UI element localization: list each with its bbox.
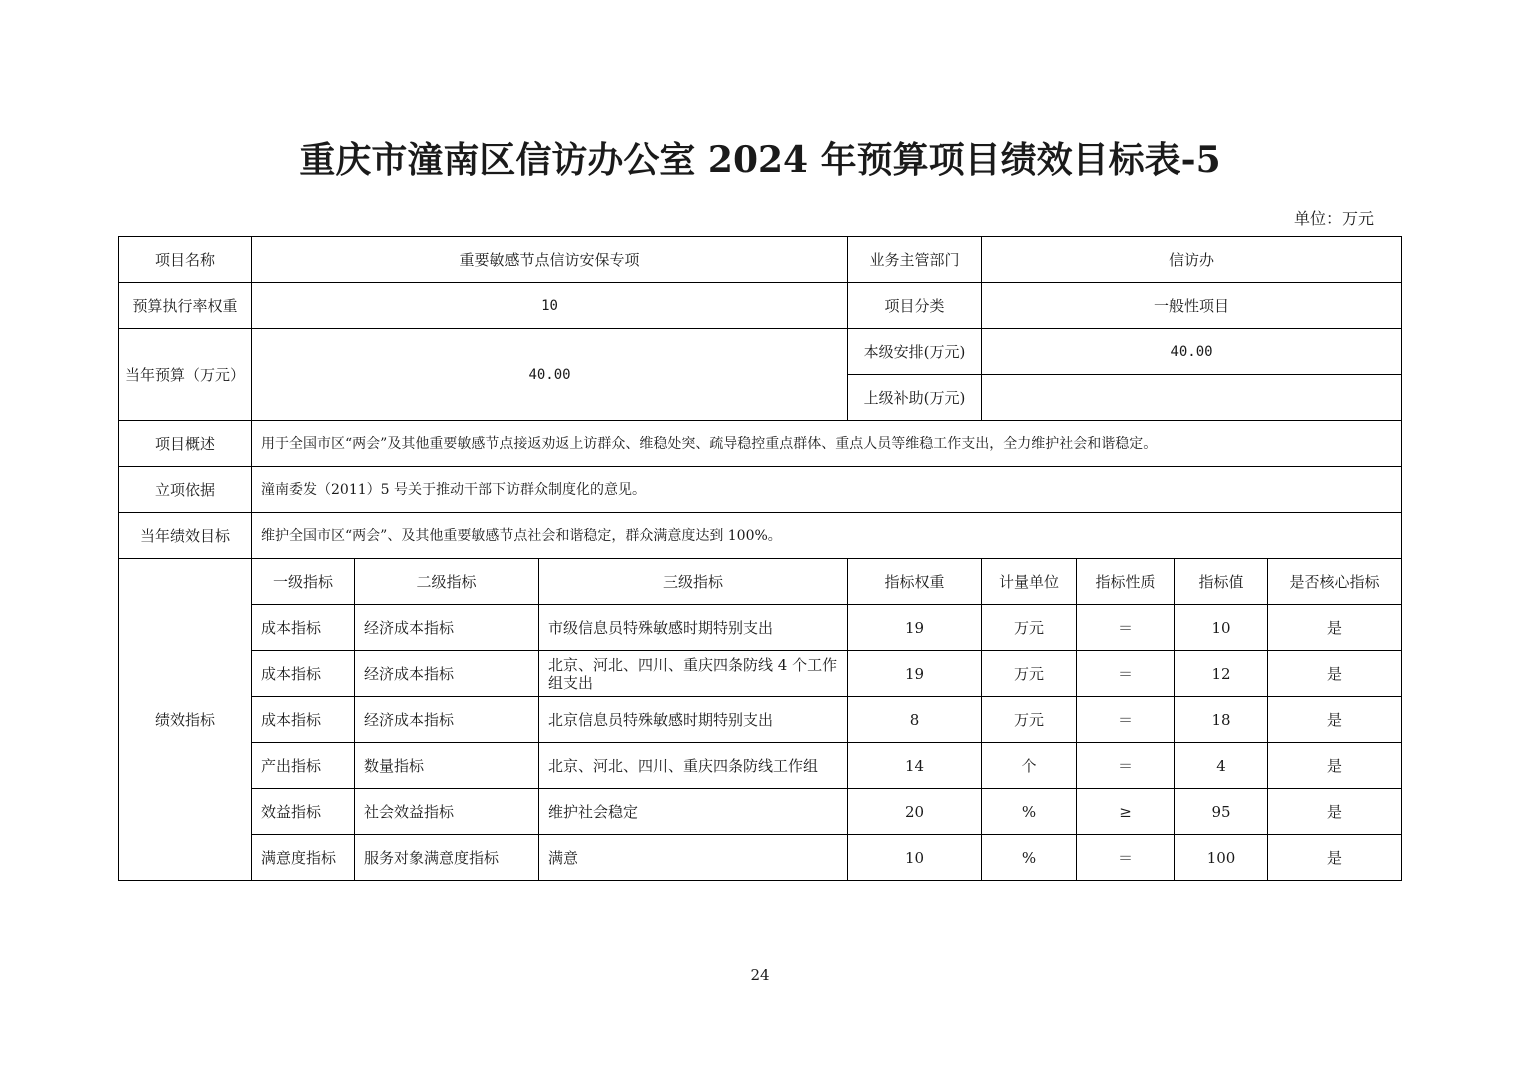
level3-cell: 北京、河北、四川、重庆四条防线 4 个工作组支出 [539,651,848,697]
basis-value: 潼南委发（2011）5 号关于推动干部下访群众制度化的意见。 [252,467,1402,513]
upper-value [982,375,1402,421]
indicator-row [119,789,1402,835]
value-cell: 100 [1175,835,1268,881]
unit-cell: 万元 [982,651,1077,697]
weight-cell: 20 [848,789,982,835]
unit-cell: % [982,835,1077,881]
level3-cell: 市级信息员特殊敏感时期特别支出 [539,605,848,651]
nature-cell: ＝ [1077,835,1175,881]
weight-cell: 10 [848,835,982,881]
row-exec-weight [119,283,1402,329]
overview-label: 项目概述 [119,421,252,467]
level2-cell: 社会效益指标 [355,789,539,835]
value-cell: 4 [1175,743,1268,789]
level3-cell: 满意 [539,835,848,881]
goal-value: 维护全国市区“两会”、及其他重要敏感节点社会和谐稳定，群众满意度达到 100%。 [252,513,1402,559]
unit-cell: 个 [982,743,1077,789]
nature-cell: ＝ [1077,697,1175,743]
value-cell: 95 [1175,789,1268,835]
basis-label: 立项依据 [119,467,252,513]
category-value: 一般性项目 [982,283,1402,329]
level1-cell: 成本指标 [252,697,355,743]
row-goal [119,513,1402,559]
project-name-value: 重要敏感节点信访安保专项 [252,237,848,283]
header-value: 指标值 [1175,559,1268,605]
level3-cell: 维护社会稳定 [539,789,848,835]
weight-cell: 19 [848,651,982,697]
nature-cell: ≥ [1077,789,1175,835]
core-cell: 是 [1268,789,1402,835]
indicator-row [119,835,1402,881]
level3-cell: 北京信息员特殊敏感时期特别支出 [539,697,848,743]
level2-cell: 经济成本指标 [355,697,539,743]
page-number: 24 [750,966,770,984]
nature-cell: ＝ [1077,743,1175,789]
unit-cell: % [982,789,1077,835]
local-label: 本级安排(万元) [848,329,982,375]
value-cell: 12 [1175,651,1268,697]
header-core: 是否核心指标 [1268,559,1402,605]
header-level3: 三级指标 [539,559,848,605]
level3-cell: 北京、河北、四川、重庆四条防线工作组 [539,743,848,789]
budget-value: 40.00 [252,329,848,421]
core-cell: 是 [1268,697,1402,743]
unit-cell: 万元 [982,697,1077,743]
value-cell: 10 [1175,605,1268,651]
level1-cell: 效益指标 [252,789,355,835]
row-basis [119,467,1402,513]
local-value: 40.00 [982,329,1402,375]
level2-cell: 经济成本指标 [355,605,539,651]
weight-cell: 14 [848,743,982,789]
weight-cell: 8 [848,697,982,743]
budget-label: 当年预算（万元） [119,329,252,421]
indicator-row [119,605,1402,651]
header-nature: 指标性质 [1077,559,1175,605]
weight-cell: 19 [848,605,982,651]
indicator-row [119,743,1402,789]
performance-table [118,236,1402,881]
header-unit: 计量单位 [982,559,1077,605]
unit-label: 单位：万元 [1293,209,1374,228]
value-cell: 18 [1175,697,1268,743]
indicators-section-label: 绩效指标 [119,559,252,881]
level1-cell: 成本指标 [252,605,355,651]
project-name-label: 项目名称 [119,237,252,283]
indicator-row [119,651,1402,697]
exec-weight-value: 10 [252,283,848,329]
core-cell: 是 [1268,605,1402,651]
nature-cell: ＝ [1077,651,1175,697]
core-cell: 是 [1268,743,1402,789]
goal-label: 当年绩效目标 [119,513,252,559]
header-level1: 一级指标 [252,559,355,605]
level1-cell: 产出指标 [252,743,355,789]
exec-weight-label: 预算执行率权重 [119,283,252,329]
core-cell: 是 [1268,835,1402,881]
nature-cell: ＝ [1077,605,1175,651]
category-label: 项目分类 [848,283,982,329]
level1-cell: 成本指标 [252,651,355,697]
indicator-header-row [119,559,1402,605]
overview-value: 用于全国市区“两会”及其他重要敏感节点接返劝返上访群众、维稳处突、疏导稳控重点群体、重点人员等维稳工作支出，全力维护社会和谐稳定。 [252,421,1402,467]
indicator-row [119,697,1402,743]
page-title: 重庆市潼南区信访办公室 2024 年预算项目绩效目标表-5 [299,139,1221,181]
level2-cell: 服务对象满意度指标 [355,835,539,881]
level2-cell: 经济成本指标 [355,651,539,697]
dept-label: 业务主管部门 [848,237,982,283]
level2-cell: 数量指标 [355,743,539,789]
level1-cell: 满意度指标 [252,835,355,881]
unit-cell: 万元 [982,605,1077,651]
upper-label: 上级补助(万元) [848,375,982,421]
header-weight: 指标权重 [848,559,982,605]
core-cell: 是 [1268,651,1402,697]
header-level2: 二级指标 [355,559,539,605]
row-project-name [119,237,1402,283]
row-overview [119,421,1402,467]
row-budget-local [119,329,1402,375]
dept-value: 信访办 [982,237,1402,283]
